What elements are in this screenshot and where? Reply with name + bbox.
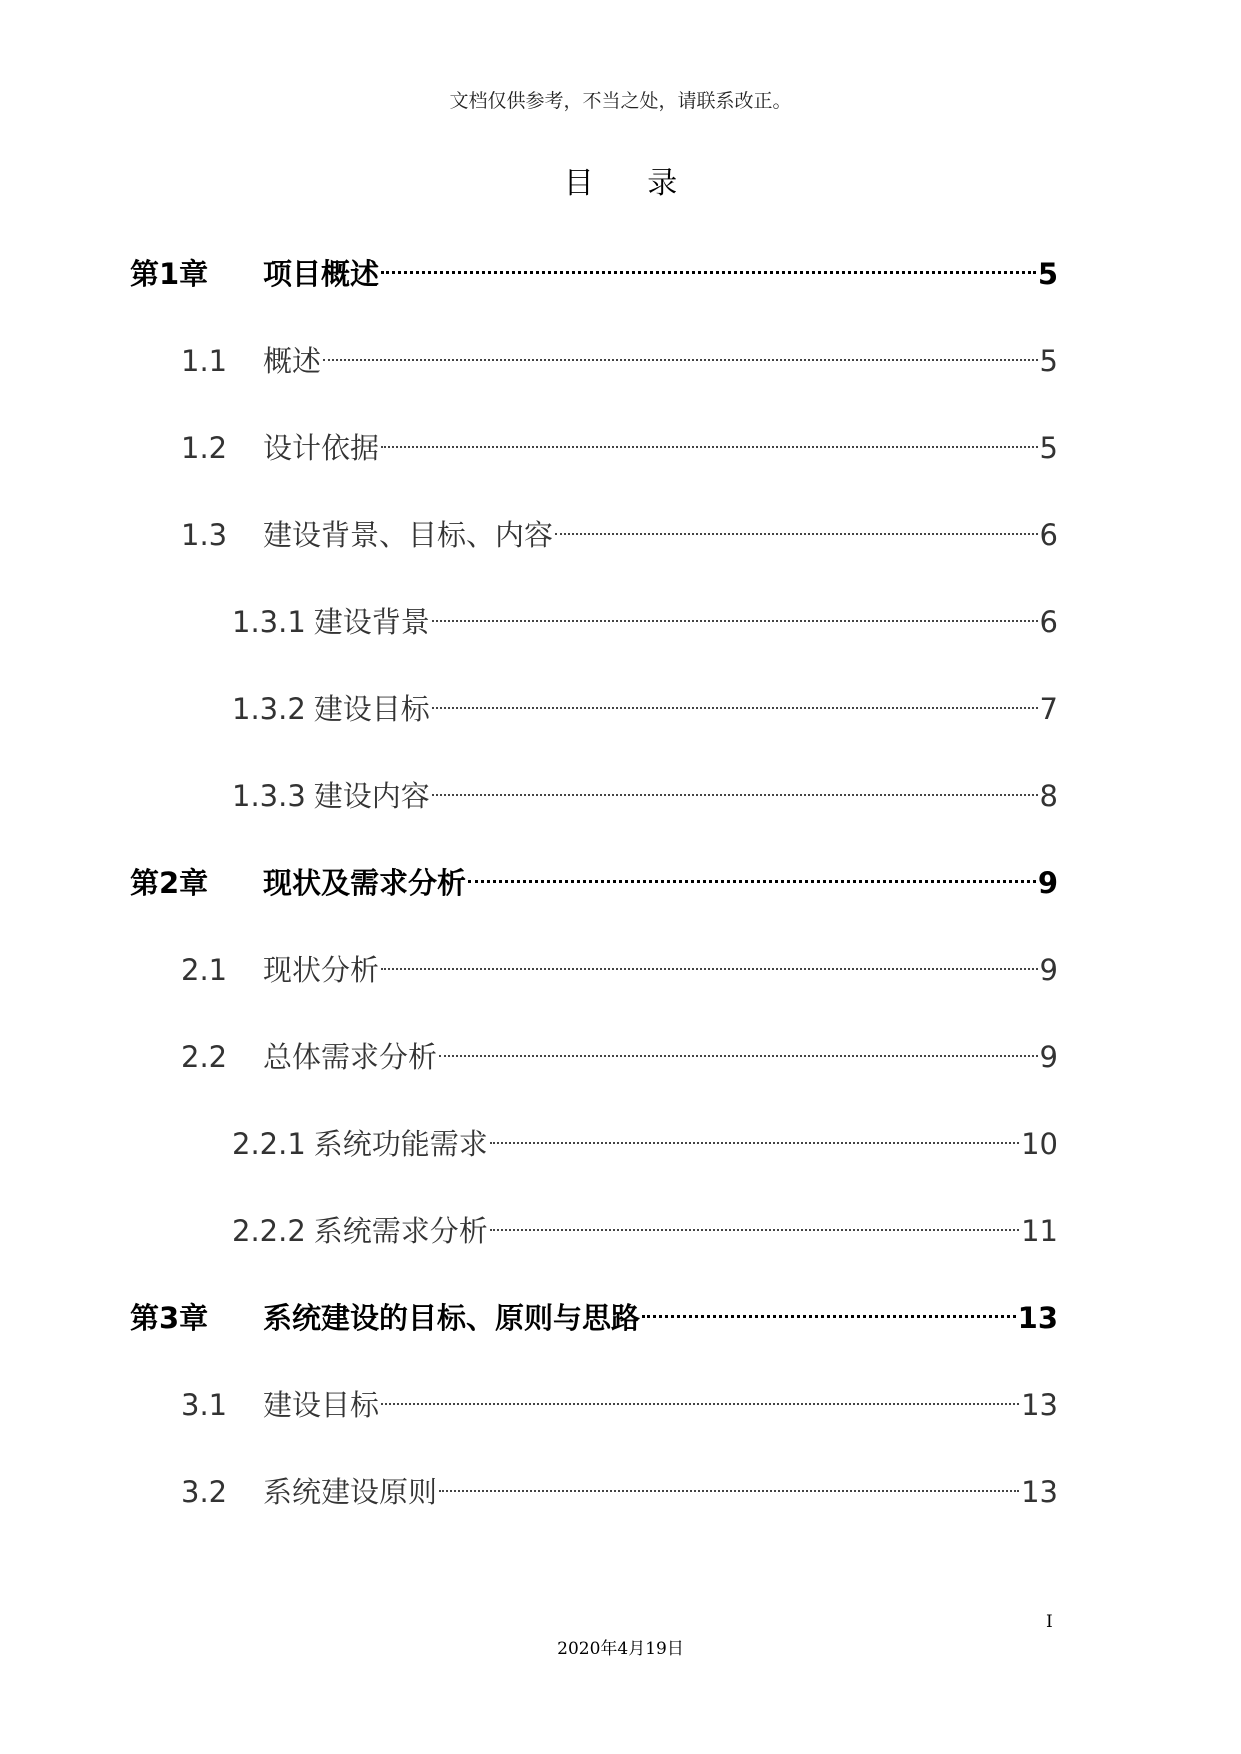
toc-entry-title: 项目概述 (263, 257, 380, 291)
toc-entry-number: 1.3.1 (232, 605, 306, 639)
toc-entry[interactable] (232, 588, 1058, 639)
toc-title: 目 录 (563, 166, 700, 201)
toc-entry[interactable] (130, 1284, 1058, 1335)
toc-entry[interactable] (181, 414, 1058, 465)
toc-entry[interactable] (232, 762, 1058, 813)
toc-entry-page: 6 (1039, 605, 1058, 639)
toc-entry-number: 第2章 (130, 866, 209, 900)
toc-entry[interactable] (181, 936, 1058, 987)
toc-dot-leader (439, 1023, 1038, 1067)
toc-entry-title: 总体需求分析 (263, 1040, 438, 1074)
toc-entry[interactable] (181, 1371, 1058, 1422)
toc-entry[interactable] (181, 501, 1058, 552)
toc-entry[interactable] (181, 327, 1058, 378)
page-number: I (1046, 1612, 1053, 1632)
toc-entry-title: 系统建设的目标、原则与思路 (263, 1301, 641, 1335)
toc-dot-leader (381, 1371, 1019, 1415)
toc-entry[interactable] (130, 849, 1058, 900)
toc-entry-title: 概述 (263, 344, 322, 378)
toc-entry-page: 8 (1039, 779, 1058, 813)
toc-entry-title: 建设内容 (313, 779, 430, 813)
toc-entry[interactable] (232, 1110, 1058, 1161)
toc-entry-number: 2.2.1 (232, 1127, 306, 1161)
toc-entry-title: 建设背景 (313, 605, 430, 639)
toc-dot-leader (381, 414, 1038, 458)
toc-dot-leader (432, 588, 1038, 632)
toc-dot-leader (555, 501, 1038, 545)
toc-entry-title: 系统建设原则 (263, 1475, 438, 1509)
toc-entry-page: 5 (1037, 257, 1058, 291)
toc-entry-page: 5 (1039, 344, 1058, 378)
toc-entry-title: 建设目标 (313, 692, 430, 726)
header-note: 文档仅供参考，不当之处，请联系改正。 (449, 90, 792, 112)
toc-dot-leader (468, 849, 1036, 893)
toc-entry-number: 2.2 (181, 1040, 228, 1074)
toc-dot-leader (323, 327, 1038, 371)
toc-entry-number: 3.1 (181, 1388, 228, 1422)
toc-entry-title: 系统需求分析 (313, 1214, 488, 1248)
toc-entry-number: 1.1 (181, 344, 228, 378)
toc-entry-page: 9 (1037, 866, 1058, 900)
toc-entry-title: 系统功能需求 (313, 1127, 488, 1161)
toc-dot-leader (490, 1110, 1019, 1154)
toc-dot-leader (432, 762, 1038, 806)
toc-entry-page: 11 (1021, 1214, 1058, 1248)
toc-entry[interactable] (181, 1458, 1058, 1509)
toc-entry-title: 建设目标 (263, 1388, 380, 1422)
toc-entry-page: 13 (1021, 1388, 1058, 1422)
toc-entry-number: 2.2.2 (232, 1214, 306, 1248)
toc-entry-title: 设计依据 (263, 431, 380, 465)
toc-entry-number: 2.1 (181, 953, 228, 987)
toc-entry-number: 3.2 (181, 1475, 228, 1509)
toc-entry-number: 1.3.2 (232, 692, 306, 726)
toc-entry-page: 5 (1039, 431, 1058, 465)
toc-entry[interactable] (232, 675, 1058, 726)
toc-entry-number: 第1章 (130, 257, 209, 291)
toc-entry-page: 6 (1039, 518, 1058, 552)
toc-dot-leader (490, 1197, 1019, 1241)
toc-dot-leader (432, 675, 1038, 719)
toc-dot-leader (642, 1284, 1016, 1328)
toc-entry-page: 9 (1039, 953, 1058, 987)
footer-date: 2020年4月19日 (557, 1639, 684, 1659)
toc-entry-number: 1.3.3 (232, 779, 306, 813)
toc-entry-page: 13 (1017, 1301, 1058, 1335)
toc-entry-title: 现状及需求分析 (263, 866, 467, 900)
toc-entry-number: 第3章 (130, 1301, 209, 1335)
toc-entry[interactable] (130, 240, 1058, 291)
toc-dot-leader (381, 936, 1038, 980)
toc-entry-page: 9 (1039, 1040, 1058, 1074)
toc-entry-number: 1.2 (181, 431, 228, 465)
toc-entry-page: 13 (1021, 1475, 1058, 1509)
toc-dot-leader (381, 240, 1036, 284)
toc-entry-title: 现状分析 (263, 953, 380, 987)
toc-entry[interactable] (232, 1197, 1058, 1248)
toc-entry[interactable] (181, 1023, 1058, 1074)
toc-entry-title: 建设背景、目标、内容 (263, 518, 554, 552)
toc-dot-leader (439, 1458, 1019, 1502)
toc-entry-number: 1.3 (181, 518, 228, 552)
toc-entry-page: 7 (1039, 692, 1058, 726)
toc-entry-page: 10 (1021, 1127, 1058, 1161)
